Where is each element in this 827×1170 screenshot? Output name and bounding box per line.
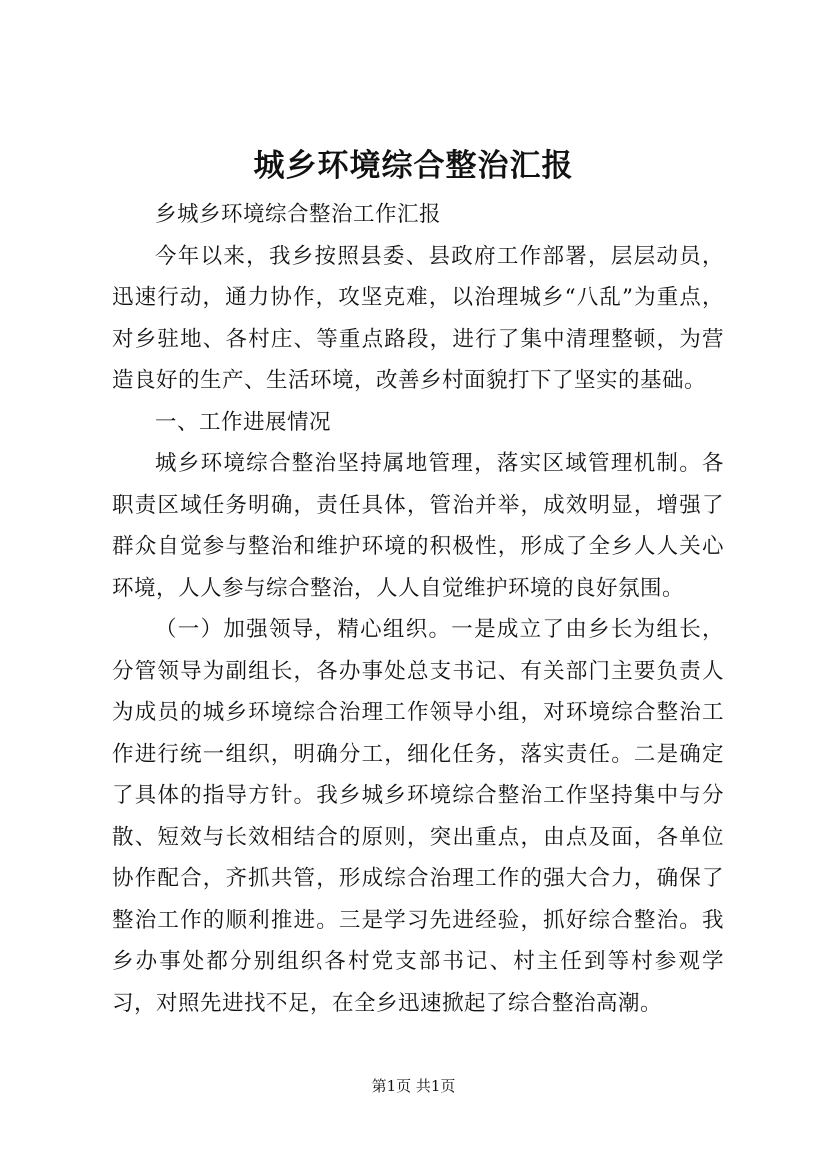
- paragraph-progress: 城乡环境综合整治坚持属地管理，落实区域管理机制。各职责区域任务明确，责任具体，管治并举，成效明显，增强了群众自觉参与整治和维护环境的积极性，形成了全乡人人关心环境，人人参与综合整治，人人自觉维护环境的良好氛围。: [112, 451, 724, 601]
- document-body: [112, 194, 724, 1024]
- page-footer: 第1页 共1页: [371, 1077, 456, 1095]
- paragraph-leadership: （一）加强领导，精心组织。一是成立了由乡长为组长，分管领导为副组长，各办事处总支书记、有关部门主要负责人为成员的城乡环境综合治理工作领导小组，对环境综合整治工作进行统一组织，明确分工，细化任务，落实责任。二是确定了具体的指导方针。我乡城乡环境综合整治工作坚持集中与分散、短效与长效相结合的原则，突出重点，由点及面，各单位协作配合，齐抓共管，形成综合治理工作的强大合力，确保了整治工作的顺利推进。三是学习先进经验，抓好综合整治。我乡办事处都分别组织各村党支部书记、村主任到等村参观学习，对照先进找不足，在全乡迅速掀起了综合整治高潮。: [112, 617, 724, 1016]
- document-title: 城乡环境综合整治汇报: [253, 148, 574, 184]
- paragraph-intro: 今年以来，我乡按照县委、县政府工作部署，层层动员，迅速行动，通力协作，攻坚克难，以治理城乡“八乱”为重点，对乡驻地、各村庄、等重点路段，进行了集中清理整顿，为营造良好的生产、生活环境，改善乡村面貌打下了坚实的基础。: [112, 243, 724, 393]
- paragraph-subtitle: 乡城乡环境综合整治工作汇报: [155, 202, 442, 227]
- section-heading: 一、工作进展情况: [155, 409, 332, 435]
